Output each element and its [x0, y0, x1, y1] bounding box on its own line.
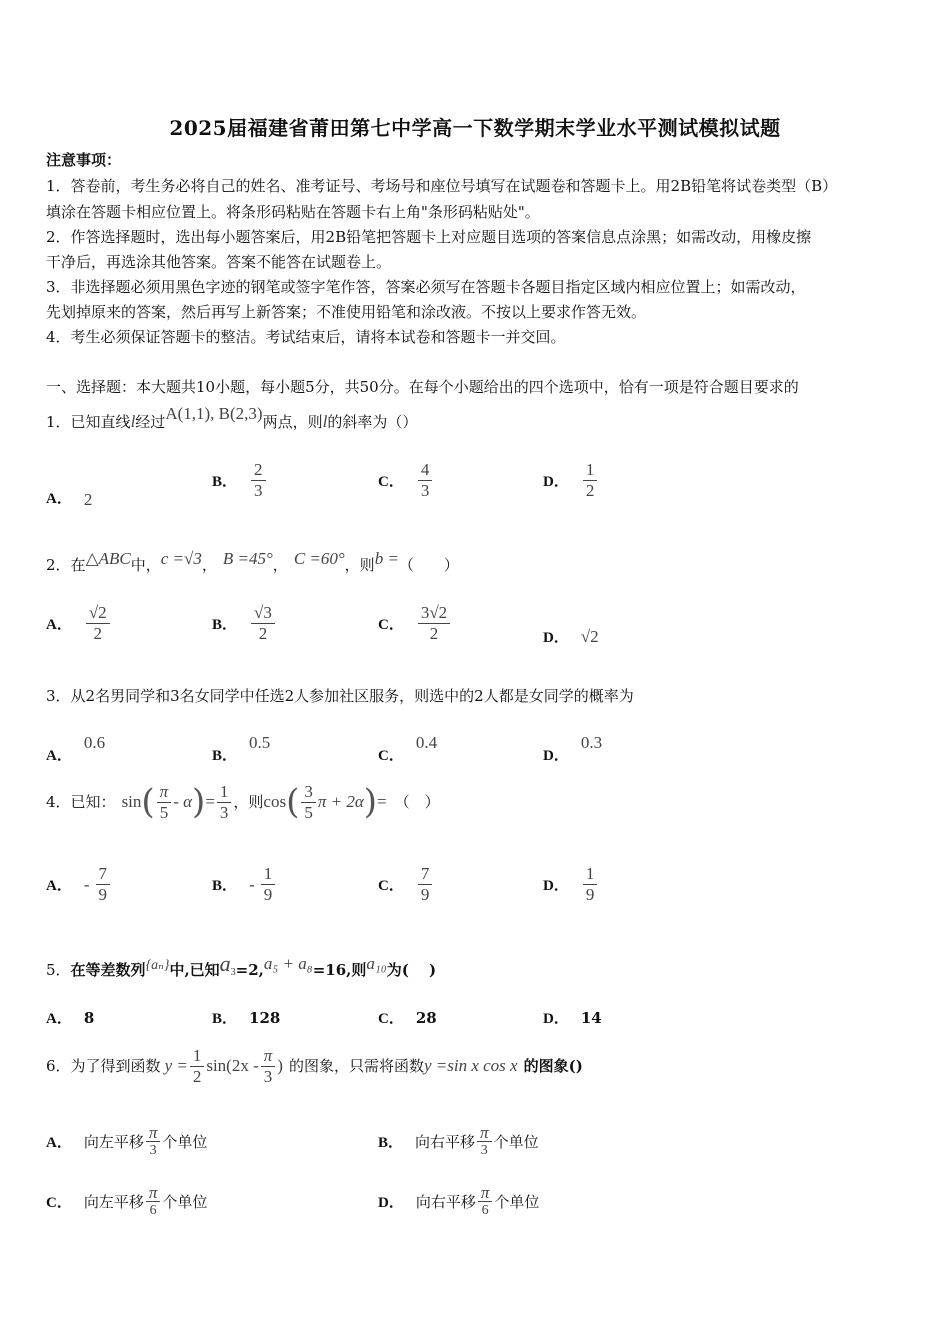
notice-line-3: 2．作答选择题时，选出每小题答案后，用2B铅笔把答题卡上对应题目选项的答案信息点涂黑；如需改动，用橡皮擦 [46, 228, 812, 246]
q1-option-b-fraction [251, 460, 266, 501]
q1-option-c-fraction [418, 460, 433, 501]
q4-cos: cos [263, 792, 287, 811]
q6-option-b-den: 3 [480, 1143, 488, 1158]
q1-option-d-fraction [583, 460, 598, 501]
q4-option-d-fraction [583, 864, 598, 905]
q5-option-b-label: B． [212, 1011, 238, 1027]
q4-option-c[interactable] [378, 864, 434, 905]
q4-three-fifths [301, 782, 316, 823]
q5-text-3: =2, [235, 961, 264, 979]
q1-option-c[interactable] [378, 460, 434, 501]
question-5 [46, 951, 437, 983]
q1-points: A(1,1), B(2,3) [165, 404, 263, 423]
q2-option-b-fraction [251, 603, 275, 644]
q5-option-a-label: A． [46, 1011, 72, 1027]
q2-option-c-fraction [418, 603, 450, 644]
q3-option-a[interactable] [46, 720, 105, 765]
q2-c-value: c =√3 [160, 549, 202, 568]
q5-option-d-value: 14 [580, 1008, 602, 1027]
q2-sep-2: ， [272, 556, 288, 574]
q6-option-b-num: π [477, 1124, 492, 1142]
q2-option-a-fraction [86, 603, 110, 644]
q4-paren-close-2: ) [363, 782, 378, 822]
q6-pi-over-3 [261, 1046, 276, 1087]
notice-line-6: 先划掉原来的答案，然后再写上新答案；不准使用铅笔和涂改液。不按以上要求作答无效。 [46, 303, 647, 321]
q6-option-d[interactable] [378, 1184, 539, 1219]
q4-three-2: 3 [301, 782, 316, 803]
notice-heading: 注意事项： [46, 151, 122, 169]
q4-option-d-den: 9 [585, 885, 595, 904]
q1-option-b-label: B． [212, 474, 238, 490]
q1-line-var-2: l [322, 412, 328, 431]
q4-option-b[interactable] [212, 864, 277, 905]
q2-option-b[interactable] [212, 603, 277, 644]
q1-option-a-value: 2 [83, 490, 93, 509]
q6-option-b-text: 向右平移 [415, 1133, 476, 1151]
q6-function-2: y =sin x cos x [423, 1056, 518, 1075]
q3-option-b-value: 0.5 [249, 732, 271, 752]
q6-option-d-fraction [478, 1184, 493, 1219]
q6-option-b-fraction [477, 1124, 492, 1159]
q1-option-b[interactable] [212, 460, 268, 501]
q6-option-a-den: 3 [149, 1143, 157, 1158]
q6-option-d-unit: 个单位 [494, 1193, 540, 1211]
q6-option-a-fraction [146, 1124, 161, 1159]
q2-b-unknown: b = [374, 549, 399, 568]
q2-option-c-num: 3√2 [418, 603, 450, 624]
q6-option-d-text: 向右平移 [415, 1193, 476, 1211]
q4-pi-plus-2alpha: π + 2α [317, 792, 364, 811]
q4-option-a-sign: - [83, 874, 90, 894]
q2-option-a-den: 2 [93, 624, 103, 643]
q5-option-b[interactable] [212, 1007, 280, 1028]
q4-sin: sin [121, 792, 142, 811]
section-heading: 一、选择题：本大题共10小题，每小题5分，共50分。在每个小题给出的四个选项中，恰有一项是符合题目要求的 [46, 378, 799, 396]
q6-option-c-unit: 个单位 [162, 1193, 208, 1211]
q1-option-d[interactable] [543, 460, 599, 501]
q4-option-d-num: 1 [583, 864, 598, 885]
q6-y: y = [164, 1056, 188, 1075]
q6-one: 1 [190, 1046, 205, 1067]
q4-option-d[interactable] [543, 864, 599, 905]
q3-option-b[interactable] [212, 720, 270, 765]
question-3: 3．从2名男同学和3名女同学中任选2人参加社区服务，则选中的2人都是女同学的概率为 [46, 687, 634, 705]
q4-option-a[interactable] [46, 864, 112, 905]
q2-c-angle: C =60° [293, 549, 345, 568]
q1-option-b-num: 2 [251, 460, 266, 481]
q5-option-c-value: 28 [415, 1008, 437, 1027]
q4-option-a-den: 9 [98, 885, 108, 904]
q4-five: 5 [159, 802, 169, 822]
q6-half [190, 1046, 205, 1087]
q4-equals-2: = [377, 792, 387, 811]
q1-text-3: 两点，则 [262, 413, 323, 431]
q5-option-c[interactable] [378, 1007, 437, 1028]
q4-option-c-den: 9 [420, 885, 430, 904]
q4-equals: = [205, 792, 215, 811]
q3-option-c-value: 0.4 [415, 732, 438, 752]
q2-option-a-label: A． [46, 617, 72, 633]
notice-line-1: 1．答卷前，考生务必将自己的姓名、准考证号、考场号和座位号填写在试题卷和答题卡上。用2B铅笔将试卷类型（B） [46, 177, 838, 195]
q3-option-d-label: D． [543, 748, 569, 764]
question-2 [46, 549, 459, 575]
q5-text-4: =16,则 [312, 961, 367, 979]
q2-text-2: 中， [130, 556, 161, 574]
q4-option-b-sign: - [249, 874, 255, 894]
q4-option-b-den: 9 [263, 885, 273, 904]
q4-option-c-fraction [418, 864, 433, 905]
q5-option-d-label: D． [543, 1011, 569, 1027]
q2-text-3: ，则 [344, 556, 375, 574]
q2-option-b-num: √3 [251, 603, 275, 624]
q4-minus-alpha: - α [173, 792, 193, 811]
q4-three: 3 [219, 802, 229, 822]
q3-option-b-label: B． [212, 748, 238, 764]
q1-option-d-num: 1 [583, 460, 598, 481]
q5-a: a [219, 951, 231, 976]
q2-sep-1: ， [201, 556, 217, 574]
q6-text-1: 为了得到函数 [70, 1057, 161, 1075]
q1-option-a-label: A． [46, 490, 72, 507]
q6-option-b[interactable] [378, 1124, 539, 1159]
notice-line-7: 4．考生必须保证答题卡的整洁。考试结束后，请将本试卷和答题卡一并交回。 [46, 328, 566, 346]
q4-paren-close: ) [192, 782, 206, 822]
q1-text-1: 已知直线 [70, 413, 131, 431]
q6-two: 2 [192, 1066, 202, 1086]
q2-text-1: 在 [70, 556, 86, 574]
q4-paren-open: ( [141, 782, 155, 822]
q2-option-c-den: 2 [429, 624, 439, 643]
q2-b-angle: B =45° [222, 549, 273, 568]
q4-option-a-fraction [96, 864, 111, 905]
q1-option-c-num: 4 [418, 460, 433, 481]
q4-paren-open-2: ( [286, 782, 300, 822]
q4-option-c-num: 7 [418, 864, 433, 885]
q6-option-a-text: 向左平移 [83, 1133, 144, 1151]
page-title: 2025届福建省莆田第七中学高一下数学期末学业水平测试模拟试题 [169, 116, 781, 140]
q5-option-a-value: 8 [83, 1008, 95, 1027]
q4-option-c-label: C． [378, 878, 404, 894]
notice-line-5: 3．非选择题必须用黑色字迹的钢笔或签字笔作答，答案必须写在答题卡各题目指定区域内相应位置上；如需改动， [46, 278, 806, 296]
q6-three: 3 [263, 1066, 273, 1086]
q4-option-d-label: D． [543, 878, 569, 894]
q5-num: 5． [46, 961, 71, 979]
q3-option-c[interactable] [378, 720, 437, 765]
q2-option-d-label: D． [543, 630, 569, 646]
q1-num: 1． [46, 413, 71, 431]
q4-one-third [217, 782, 232, 823]
q4-five-2: 5 [304, 802, 313, 822]
q6-option-c-text: 向左平移 [83, 1193, 144, 1211]
q2-option-d[interactable] [543, 626, 599, 647]
notice-line-2: 填涂在答题卡相应位置上。将条形码粘贴在答题卡右上角"条形码粘贴处"。 [46, 203, 540, 221]
q1-option-d-den: 2 [585, 481, 595, 500]
q4-pi-over-5 [157, 782, 172, 823]
q2-option-d-value: √2 [580, 626, 599, 646]
q1-option-a[interactable] [46, 484, 92, 510]
q1-text-2: 经过 [135, 413, 166, 431]
q4-option-b-fraction [261, 864, 276, 905]
notice-line-4: 干净后，再选涂其他答案。答案不能答在试题卷上。 [46, 253, 392, 271]
q2-option-c-label: C． [378, 617, 404, 633]
q3-option-c-label: C． [378, 748, 404, 764]
q6-pi: π [261, 1046, 276, 1067]
q1-option-b-den: 3 [254, 481, 263, 500]
q4-option-a-num: 7 [96, 864, 111, 885]
q6-option-a-num: π [146, 1124, 161, 1142]
q5-text-5: 为( ) [386, 961, 437, 979]
q6-option-c-num: π [146, 1184, 161, 1202]
q5-option-c-label: C． [378, 1011, 404, 1027]
q3-option-a-label: A． [46, 748, 72, 764]
q6-option-d-den: 6 [481, 1203, 489, 1218]
q6-num: 6． [46, 1057, 71, 1075]
q6-option-a[interactable] [46, 1124, 207, 1159]
q2-num: 2． [46, 556, 71, 574]
q3-option-a-value: 0.6 [83, 732, 106, 752]
q6-option-d-num: π [478, 1184, 493, 1202]
q1-line-var: l [130, 412, 136, 431]
q5-option-d[interactable] [543, 1007, 602, 1028]
q6-option-d-label: D． [378, 1195, 404, 1211]
q4-option-b-num: 1 [261, 864, 276, 885]
q6-close-paren: ) [277, 1056, 283, 1075]
q6-option-c-label: C． [46, 1195, 72, 1211]
q1-option-d-label: D． [543, 474, 569, 490]
q3-option-d[interactable] [543, 720, 602, 765]
q6-option-c-den: 6 [149, 1203, 157, 1218]
q5-option-a[interactable] [46, 1007, 94, 1028]
q6-option-a-unit: 个单位 [162, 1133, 208, 1151]
q6-option-b-label: B． [378, 1135, 404, 1151]
q4-text-2: ，则 [233, 793, 264, 811]
q5-sequence: {aₙ} [145, 958, 170, 973]
q6-sin: sin(2x - [206, 1056, 259, 1075]
q5-option-b-value: 128 [249, 1008, 281, 1027]
q6-option-c[interactable] [46, 1184, 207, 1219]
q5-text-2: 中,已知 [169, 961, 220, 979]
q4-num: 4． [46, 793, 71, 811]
q4-pi: π [157, 782, 172, 803]
q1-option-c-den: 3 [420, 481, 430, 500]
q2-option-a[interactable] [46, 603, 112, 644]
q2-option-a-num: √2 [86, 603, 110, 624]
q6-option-a-label: A． [46, 1135, 72, 1151]
q4-one: 1 [217, 782, 232, 803]
q4-option-a-label: A． [46, 878, 72, 894]
question-4 [46, 780, 440, 824]
q6-text-3: 的图象() [523, 1057, 583, 1075]
q4-text-3: （ ） [394, 793, 440, 811]
q5-text-1: 在等差数列 [70, 961, 146, 979]
q5-a10: a₁₀ [366, 954, 387, 973]
q3-option-d-value: 0.3 [580, 732, 603, 752]
q5-a5-plus-a8: a₅ + a₈ [263, 954, 313, 973]
q2-triangle: △ABC [85, 549, 131, 568]
q2-option-b-label: B． [212, 617, 238, 633]
q4-text-1: 已知： [70, 793, 116, 811]
question-6 [46, 1044, 583, 1088]
q5-sub-3: 3 [230, 967, 236, 978]
q6-option-b-unit: 个单位 [493, 1133, 539, 1151]
q2-option-b-den: 2 [258, 624, 268, 643]
q4-option-b-label: B． [212, 878, 238, 894]
q1-text-4: 的斜率为（） [327, 413, 418, 431]
q1-option-c-label: C． [378, 474, 404, 490]
q6-option-c-fraction [146, 1184, 161, 1219]
q2-option-c[interactable] [378, 603, 452, 644]
q2-text-4: （ ） [398, 556, 459, 574]
question-1 [46, 404, 418, 432]
q6-text-2: 的图象，只需将函数 [288, 1057, 424, 1075]
